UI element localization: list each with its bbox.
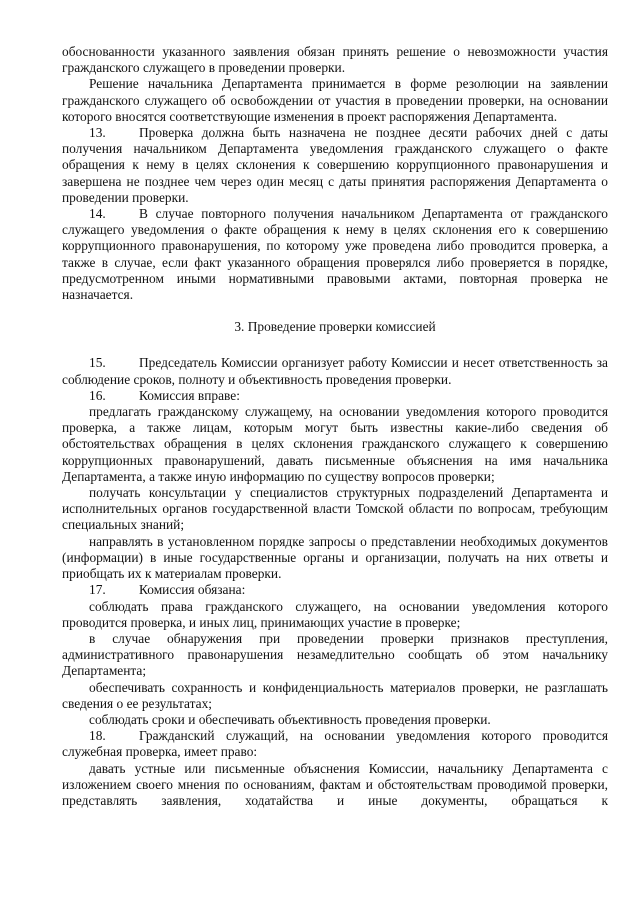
item-15 bbox=[62, 355, 608, 387]
paragraph-continuation: обоснованности указанного заявления обязан принять решение о невозможности участия гражданского служащего в проведении проверки. bbox=[62, 44, 608, 76]
list-item: давать устные или письменные объяснения Комиссии, начальнику Департамента с изложением своего мнения по основаниям, фактам и обстоятельствам проводимой проверки, представлять заявления, ходатайства и иные документы, обращаться к bbox=[62, 760, 608, 808]
section-heading: 3. Проведение проверки комиссией bbox=[234, 319, 436, 335]
list-item: в случае обнаружения при проведении проверки признаков преступления, административного правонарушения незамедлительно сообщать об этом начальнику Департамента; bbox=[62, 630, 608, 679]
item-16 bbox=[62, 388, 608, 404]
list-item: направлять в установленном порядке запросы о представлении необходимых документов (информации) в иные государственные органы и организации, получать на них ответы и приобщать их к материалам проверки. bbox=[62, 533, 608, 582]
item-16-text: Комиссия вправе: bbox=[139, 387, 240, 403]
item-18-text: Гражданский служащий, на основании уведомления которого проводится служебная проверка, имеет право: bbox=[62, 728, 608, 760]
item-14-text: В случае повторного получения начальником Департамента от гражданского служащего уведомления о факте обращения к нему в целях склонения его к совершению коррупционного правонарушения, по которому уже проведена либо проводится проверка, а также в случае, если факт указанного обращения проверялся либо проверяется в порядке, предусмотренном иными нормативными правовыми актами, повторная проверка не назначается. bbox=[62, 206, 608, 303]
item-18-number: 18. bbox=[89, 728, 106, 744]
paragraph-resolution: Решение начальника Департамента принимается в форме резолюции на заявлении гражданского служащего об освобождении от участия в проведении проверки, на основании которого вносятся соответствующие изменения в проект распоряжения Департамента. bbox=[62, 76, 608, 124]
item-16-number: 16. bbox=[89, 387, 106, 403]
item-17-text: Комиссия обязана: bbox=[139, 582, 246, 598]
item-15-text: Председатель Комиссии организует работу Комиссии и несет ответственность за соблюдение сроков, полноту и объективность проведения проверки. bbox=[62, 355, 608, 387]
item-14-number: 14. bbox=[89, 206, 106, 222]
list-item: получать консультации у специалистов структурных подразделений Департамента и исполнительных органов государственной власти Томской области по вопросам, требующим специальных знаний; bbox=[62, 485, 608, 533]
list-item: соблюдать права гражданского служащего, на основании уведомления которого проводится проверка, и иных лиц, принимающих участие в проверке; bbox=[62, 598, 608, 630]
list-item: предлагать гражданскому служащему, на основании уведомления которого проводится проверка, а также лицам, которым могут быть известны какие-либо сведения об обстоятельствах обращения в целях склонения гражданского служащего к совершению коррупционных правонарушений, давать письменные объяснения на имя начальника Департамента, а также иную информацию по существу вопросов проверки; bbox=[62, 404, 608, 484]
list-item: обеспечивать сохранность и конфиденциальность материалов проверки, не разглашать сведения о ее результатах; bbox=[62, 679, 608, 711]
item-17 bbox=[62, 582, 608, 598]
item-13-number: 13. bbox=[89, 125, 106, 141]
item-17-number: 17. bbox=[89, 582, 106, 598]
item-15-number: 15. bbox=[89, 355, 106, 371]
item-13-text: Проверка должна быть назначена не позднее десяти рабочих дней с даты получения начальником Департамента уведомления гражданского служащего о факте обращения к нему в целях склонения к совершению коррупционного правонарушения и завершена не позднее чем через один месяц с даты принятия распоряжения Департамента о проведении проверки. bbox=[62, 125, 608, 205]
item-13 bbox=[62, 125, 608, 206]
item-18 bbox=[62, 728, 608, 760]
list-item: соблюдать сроки и обеспечивать объективность проведения проверки. bbox=[89, 711, 491, 727]
item-14 bbox=[62, 206, 608, 303]
